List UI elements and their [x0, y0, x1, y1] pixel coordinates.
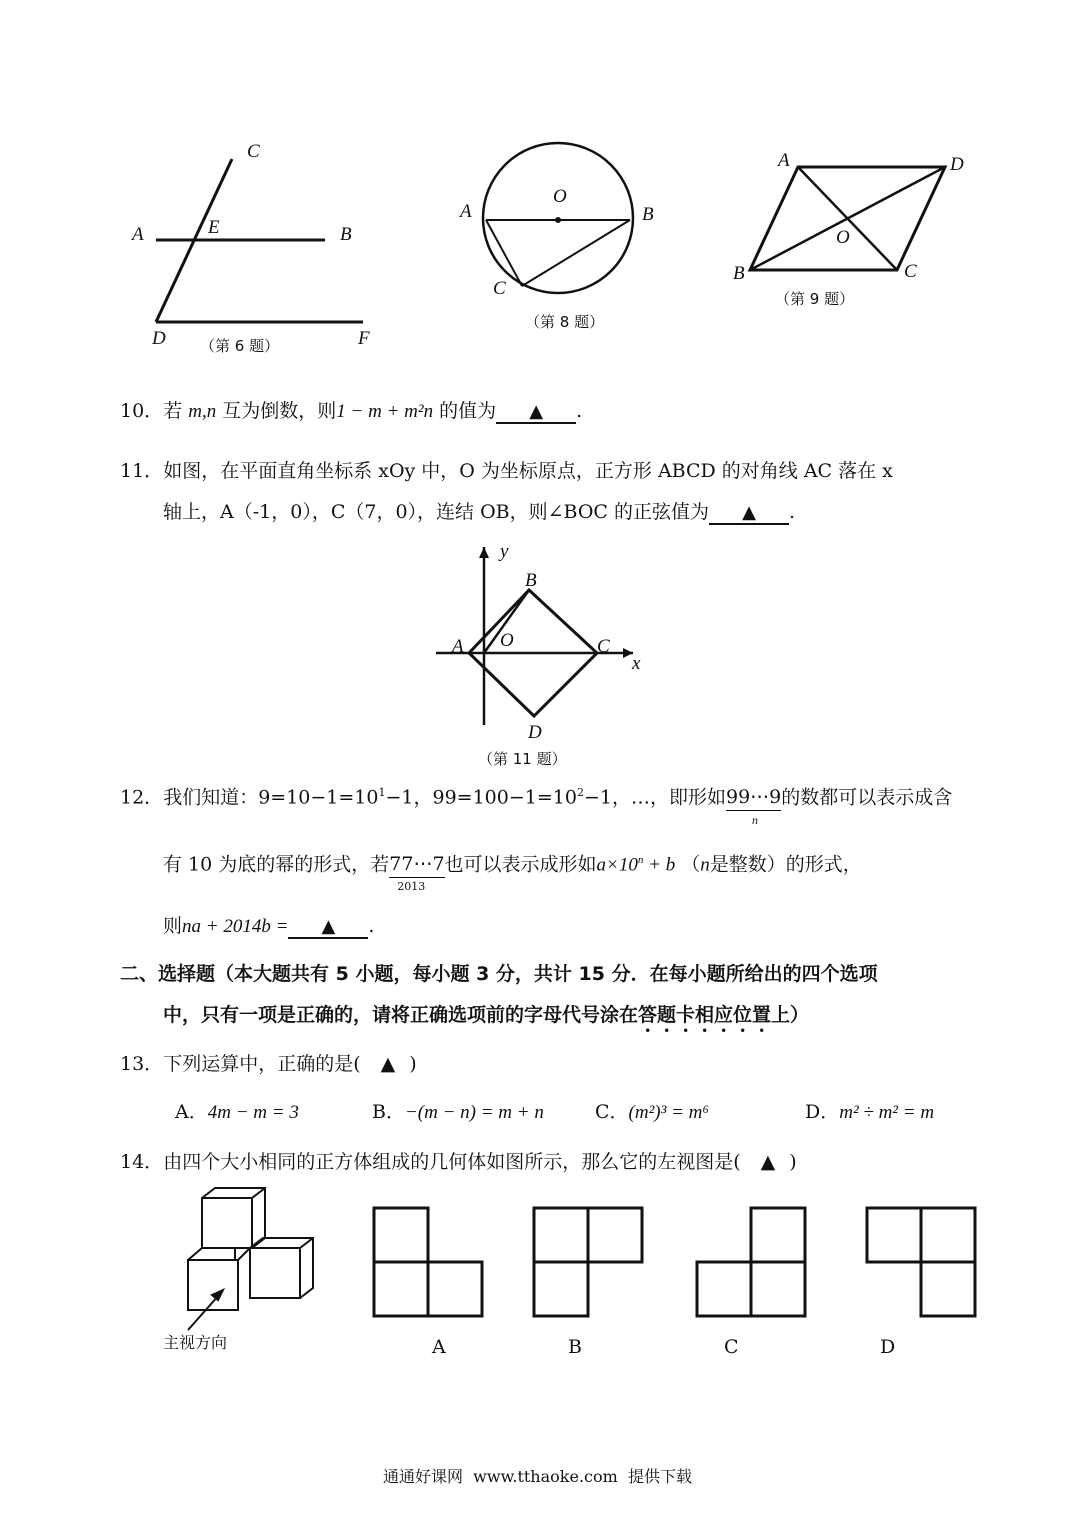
q13-option-d[interactable]	[805, 1099, 934, 1126]
fig8-label-a: A	[460, 201, 472, 222]
q13-option-d-expr: m² ÷ m² = m	[839, 1102, 935, 1123]
figure-9	[740, 160, 955, 280]
q12-digits-n: 99⋯9	[725, 786, 782, 809]
q13-option-b[interactable]	[372, 1099, 544, 1126]
q12-text-1c: −1，…，即形如	[583, 786, 726, 809]
q11-number: 11．	[120, 460, 164, 482]
choice-b-figure[interactable]	[532, 1206, 644, 1320]
choice-d-label[interactable]: D	[880, 1336, 896, 1358]
section-2-line-1: 二、选择题（本大题共有 5 小题，每小题 3 分，共计 15 分．在每小题所给出的四个选项	[120, 963, 878, 985]
section-2-emphasis: 答题卡相应位置	[638, 1004, 772, 1026]
q13-option-c-key: C．	[595, 1101, 629, 1123]
q12-underbrace-2013	[389, 851, 445, 894]
fig11-label-d: D	[528, 722, 542, 743]
choice-b-label[interactable]: B	[568, 1336, 582, 1358]
q13-option-a-expr: 4m − m = 3	[207, 1102, 299, 1123]
fig11-label-y: y	[500, 541, 509, 562]
section-2-text-2a: 中，只有一项是正确的，请将正确选项前的字母代号涂在	[163, 1004, 639, 1026]
question-13	[120, 1051, 417, 1077]
fig11-caption: （第 11 题）	[478, 750, 567, 768]
fig6-label-c: C	[247, 141, 260, 162]
q13-option-a[interactable]	[175, 1099, 299, 1126]
q12-answer-blank[interactable]: ▲	[288, 917, 368, 939]
choice-d-figure[interactable]	[865, 1206, 977, 1320]
q12-underbrace-n	[725, 784, 782, 828]
q12-digits-2013: 77⋯7	[389, 853, 445, 876]
fig8-caption: （第 8 题）	[525, 313, 605, 331]
q13-answer-mark[interactable]: ▲	[380, 1053, 396, 1075]
q12-text-2d: 是整数）的形式，	[709, 853, 862, 876]
q12-text-1d: 的数都可以表示成含	[781, 786, 953, 809]
q14-answer-mark[interactable]: ▲	[760, 1151, 776, 1173]
fig6-caption: （第 6 题）	[200, 337, 280, 355]
q12-period: .	[368, 915, 375, 937]
q12-brace-label-2013: 2013	[397, 880, 426, 894]
q12-sup-1: 1	[378, 786, 386, 799]
q12-text-2a: 有 10 为底的幂的形式，若	[163, 853, 390, 876]
fig11-label-c: C	[597, 636, 610, 657]
q11-line-1: 如图，在平面直角坐标系 xOy 中，O 为坐标原点，正方形 ABCD 的对角线 AC 落在 x	[163, 460, 893, 482]
fig8-label-c: C	[493, 278, 506, 299]
fig9-label-c: C	[904, 261, 917, 282]
q12-sup-2: 2	[576, 786, 584, 799]
question-11-line-1	[120, 458, 893, 484]
fig11-label-b: B	[525, 570, 537, 591]
fig11-label-o: O	[500, 630, 514, 651]
fig6-label-a: A	[132, 224, 144, 245]
q13-option-b-key: B．	[372, 1101, 405, 1123]
q10-text-2: 互为倒数，则	[222, 400, 337, 422]
fig8-label-o: O	[553, 186, 567, 207]
q13-option-c-expr: (m²)³ = m⁶	[628, 1102, 709, 1123]
fig11-label-x: x	[632, 653, 641, 674]
fig6-label-b: B	[340, 224, 352, 245]
fig9-label-b: B	[733, 263, 745, 284]
section-2-line-2	[163, 1002, 809, 1037]
q14-close-paren: )	[789, 1151, 797, 1173]
q10-answer-blank[interactable]: ▲	[496, 402, 576, 424]
q10-number: 10．	[120, 400, 164, 422]
q12-sup-3: n	[637, 854, 644, 866]
q12-expression-2b: + b	[643, 854, 676, 876]
fig6-label-d: D	[152, 328, 166, 349]
q13-close-paren: )	[409, 1053, 417, 1075]
q12-text-1b: −1，99=100−1=10	[385, 786, 577, 809]
q12-text-2b: 也可以表示成形如	[444, 853, 597, 876]
q10-text-1: 若	[163, 400, 183, 422]
q13-text: 下列运算中，正确的是(	[163, 1053, 361, 1075]
q11-line-2: 轴上，A（-1，0），C（7，0），连结 OB，则∠BOC 的正弦值为	[163, 501, 710, 523]
question-11-line-2	[163, 499, 795, 525]
choice-c-figure[interactable]	[695, 1206, 807, 1320]
fig9-label-o: O	[836, 227, 850, 248]
question-12-line-1	[120, 780, 953, 828]
fig6-label-e: E	[208, 217, 220, 238]
q12-expression-2: a×10	[596, 854, 638, 876]
view-direction-label: 主视方向	[163, 1333, 228, 1352]
choice-c-label[interactable]: C	[724, 1336, 739, 1358]
q10-text-3: 的值为	[439, 400, 497, 422]
question-14	[120, 1149, 797, 1175]
choice-a-figure[interactable]	[372, 1206, 484, 1320]
q11-answer-blank[interactable]: ▲	[709, 503, 789, 525]
q14-number: 14．	[120, 1151, 164, 1173]
q13-number: 13．	[120, 1053, 164, 1075]
q13-option-c[interactable]	[595, 1099, 709, 1126]
q12-number: 12．	[120, 786, 164, 809]
q12-text-3a: 则	[163, 915, 183, 937]
fig11-label-a: A	[452, 636, 464, 657]
question-12-line-3	[163, 913, 374, 940]
q14-text: 由四个大小相同的正方体组成的几何体如图所示，那么它的左视图是(	[163, 1151, 741, 1173]
q12-text-1a: 我们知道：9=10−1=10	[163, 786, 379, 809]
q13-option-a-key: A．	[175, 1101, 208, 1123]
q13-option-b-expr: −(m − n) = m + n	[404, 1102, 544, 1123]
fig9-label-a: A	[778, 150, 790, 171]
q13-option-d-key: D．	[805, 1101, 840, 1123]
fig8-label-b: B	[642, 204, 654, 225]
question-10	[120, 398, 582, 425]
fig6-label-f: F	[358, 328, 370, 349]
q12-brace-label-n: n	[751, 813, 758, 828]
q12-expression-3: na + 2014b =	[182, 916, 289, 937]
fig9-label-d: D	[950, 154, 964, 175]
cube-solid-figure	[175, 1185, 325, 1335]
q10-expression: 1 − m + m²n	[336, 401, 434, 422]
section-2-text-2c: 上）	[771, 1004, 810, 1026]
figure-11	[430, 540, 645, 730]
figure-8	[480, 140, 640, 300]
footer-text: 通通好课网 www.tthaoke.com 提供下载	[383, 1467, 692, 1486]
choice-a-label[interactable]: A	[432, 1336, 446, 1358]
fig9-caption: （第 9 题）	[775, 290, 855, 308]
q11-period: .	[789, 501, 796, 523]
q12-text-2c: （	[681, 853, 701, 876]
q12-n-var: n	[700, 854, 710, 876]
question-12-line-2	[163, 847, 862, 894]
figure-6	[120, 135, 390, 360]
q10-vars: m,n	[188, 401, 217, 422]
q10-period: .	[576, 400, 583, 422]
